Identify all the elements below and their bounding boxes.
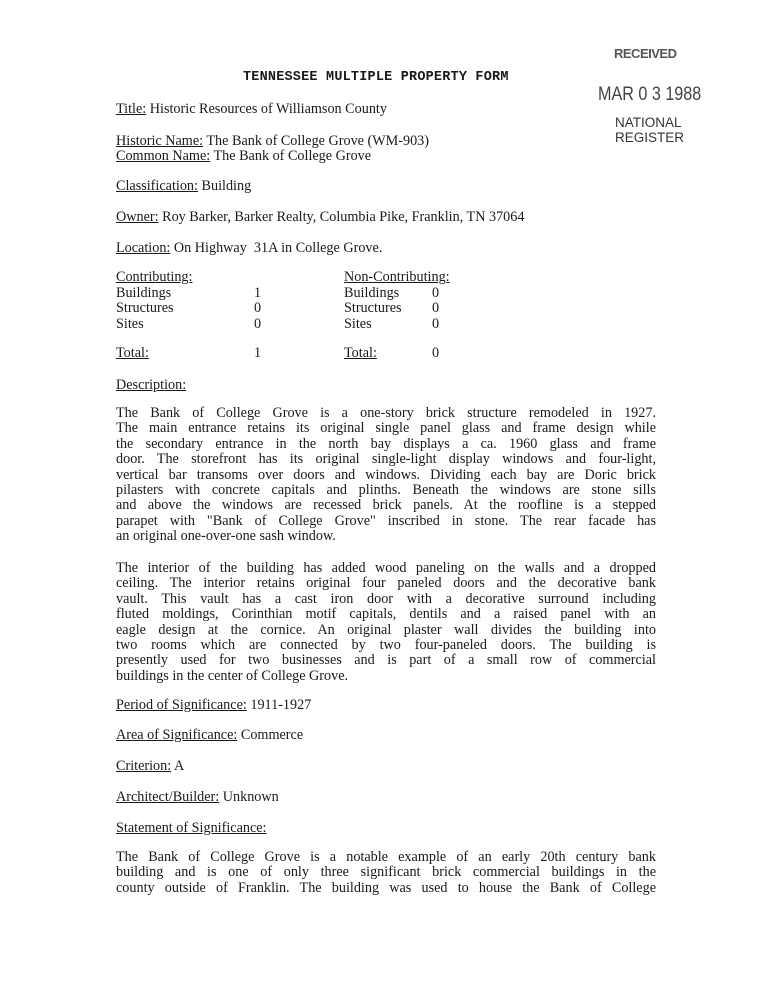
- text-line: fluted moldings, Corinthian motif capitals, dentils and a raised panel with an: [116, 606, 656, 623]
- owner-value: Roy Barker, Barker Realty, Columbia Pike, Franklin, TN 37064: [162, 209, 525, 225]
- text-line: building and is one of only three significant brick commercial buildings in the: [116, 864, 656, 881]
- received-stamp: RECEIVED: [614, 46, 677, 61]
- stamp-national: NATIONAL: [615, 115, 682, 130]
- common-name-field: [116, 148, 371, 165]
- text-line: eagle design at the cornice. An original plaster wall divides the building into: [116, 621, 656, 638]
- non-contributing-table: [344, 270, 450, 362]
- historic-name-value: The Bank of College Grove (WM-903): [206, 133, 429, 149]
- total-label: Total:: [344, 345, 377, 361]
- text-line: and above the windows are recessed brick panels. At the roofline is a stepped: [116, 497, 656, 514]
- count-label: Structures: [116, 300, 174, 316]
- criterion-field: [116, 758, 184, 775]
- text-line: The Bank of College Grove is a one-story brick structure remodeled in 1927.: [116, 405, 656, 421]
- location-label: Location:: [116, 240, 171, 256]
- classification-value: Building: [201, 178, 252, 194]
- text-line: ceiling. The interior retains original four paneled doors and the decorative bank: [116, 575, 656, 592]
- count-label: Sites: [116, 315, 144, 332]
- common-name-value: The Bank of College Grove: [213, 148, 372, 164]
- text-line: buildings in the center of College Grove.: [116, 667, 349, 684]
- historic-name-label: Historic Name:: [116, 133, 204, 149]
- form-heading: TENNESSEE MULTIPLE PROPERTY FORM: [243, 70, 509, 85]
- classification-field: [116, 178, 251, 195]
- text-line: vault. This vault has a cast iron door with a decorative surround including: [116, 590, 656, 607]
- text-line: county outside of Franklin. The building was used to house the Bank of College: [116, 879, 656, 896]
- text-line: The Bank of College Grove is a notable example of an early 20th century bank: [116, 849, 656, 865]
- non-contributing-label: Non-Contributing:: [344, 269, 450, 285]
- title-label: Title:: [116, 101, 147, 117]
- received-date: MAR 0 3 1988: [598, 84, 702, 105]
- architect-value: Unknown: [222, 789, 279, 805]
- owner-label: Owner:: [116, 209, 159, 225]
- total-label: Total:: [116, 345, 149, 361]
- owner-field: [116, 209, 524, 226]
- total-value: 1: [254, 345, 262, 361]
- text-line: two rooms which are connected by two four-paneled doors. The building is: [116, 637, 656, 654]
- count-value: 0: [254, 315, 262, 332]
- period-value: 1911-1927: [250, 697, 312, 713]
- classification-label: Classification:: [116, 178, 198, 194]
- count-label: Buildings: [116, 284, 172, 301]
- period-field: [116, 697, 311, 714]
- location-value: On Highway 31A in College Grove.: [173, 240, 383, 256]
- text-line: pilasters with concrete capitals and plinths. Beneath the windows are stone sills: [116, 482, 656, 499]
- count-label: Buildings: [344, 284, 400, 301]
- area-label: Area of Significance:: [116, 727, 238, 743]
- area-field: [116, 727, 303, 744]
- text-line: door. The storefront has its original single-light display windows and four-light,: [116, 451, 656, 468]
- text-line: the secondary entrance in the north bay displays a ca. 1960 glass and frame: [116, 435, 656, 452]
- total-value: 0: [432, 345, 440, 361]
- contributing-table: [116, 270, 261, 362]
- count-value: 0: [432, 315, 440, 332]
- stamp-register: REGISTER: [615, 130, 685, 145]
- title-field: [116, 101, 387, 118]
- count-label: Sites: [344, 315, 372, 332]
- area-value: Commerce: [240, 727, 304, 743]
- text-line: The interior of the building has added wood paneling on the walls and a dropped: [116, 560, 656, 576]
- common-name-label: Common Name:: [116, 148, 211, 164]
- criterion-label: Criterion:: [116, 758, 172, 774]
- count-value: 1: [254, 284, 262, 301]
- location-field: [116, 240, 382, 257]
- text-line: The main entrance retains its original single panel glass and frame design while: [116, 420, 656, 437]
- architect-label: Architect/Builder:: [116, 789, 220, 805]
- description-paragraph-1: [116, 406, 656, 545]
- count-label: Structures: [344, 300, 402, 316]
- text-line: an original one-over-one sash window.: [116, 528, 336, 545]
- statement-label: Statement of Significance:: [116, 820, 267, 836]
- count-value: 0: [432, 300, 440, 316]
- description-label: Description:: [116, 377, 187, 393]
- contributing-label: Contributing:: [116, 269, 193, 285]
- text-line: presently used for two businesses and is part of a small row of commercial: [116, 652, 656, 669]
- criterion-value: A: [173, 758, 185, 774]
- title-value: Historic Resources of Williamson County: [149, 101, 387, 117]
- text-line: parapet with "Bank of College Grove" inscribed in stone. The rear facade has: [116, 512, 656, 529]
- count-value: 0: [254, 300, 262, 316]
- statement-paragraph: [116, 850, 656, 896]
- count-value: 0: [432, 284, 440, 301]
- description-paragraph-2: [116, 561, 656, 684]
- period-label: Period of Significance:: [116, 697, 247, 713]
- text-line: vertical bar transoms over doors and windows. Dividing each bay are Doric brick: [116, 466, 656, 483]
- architect-field: [116, 789, 279, 806]
